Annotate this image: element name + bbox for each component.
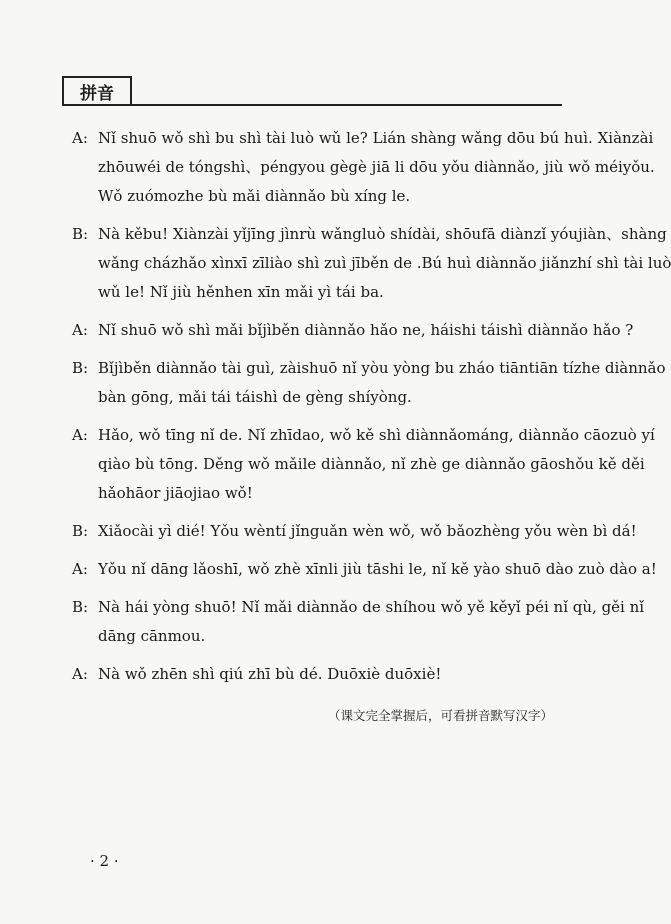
dialogue-turn xyxy=(72,354,666,412)
speaker-label: A: xyxy=(72,426,88,444)
dialogue-turn xyxy=(72,593,645,651)
turn-gap xyxy=(72,412,582,421)
speaker-label: B: xyxy=(72,225,89,243)
pinyin-text: Yǒu nǐ dāng lǎoshī, wǒ zhè xīnli jiù tāshi le, nǐ kě yào shuō dào zuò dào a! xyxy=(98,560,657,578)
pinyin-text: Nà wǒ zhēn shì qiú zhī bù dé. Duōxiè duōxiè! xyxy=(98,665,442,683)
dialogue-line xyxy=(72,479,582,508)
pinyin-text: Nǐ shuō wǒ shì mǎi bǐjìběn diànnǎo hǎo ne, háishi táishì diànnǎo hǎo ? xyxy=(98,321,634,339)
pinyin-text: bàn gōng, mǎi tái táishì de gèng shíyòng. xyxy=(98,388,412,406)
dialogue xyxy=(72,124,671,689)
pinyin-text: Nà hái yòng shuō! Nǐ mǎi diànnǎo de shíhou wǒ yě kěyǐ péi nǐ qù, gěi nǐ xyxy=(98,598,645,616)
dialogue-turn xyxy=(72,421,655,508)
speaker-label: A: xyxy=(72,665,88,683)
dialogue-line xyxy=(72,316,634,345)
dialogue-line xyxy=(72,220,667,249)
pinyin-text: Nǐ shuō wǒ shì bu shì tài luò wǔ le? Lián shàng wǎng dōu bú huì. Xiànzài xyxy=(98,129,654,147)
page-number: · 2 · xyxy=(90,852,119,870)
dialogue-line xyxy=(72,249,671,278)
dialogue-turn xyxy=(72,124,655,211)
dialogue-line xyxy=(72,450,645,479)
dialogue-line xyxy=(72,421,655,450)
turn-gap xyxy=(72,508,582,517)
pinyin-text: dāng cānmou. xyxy=(98,627,206,645)
dialogue-line xyxy=(72,383,582,412)
speaker-label: A: xyxy=(72,321,88,339)
pinyin-text: Wǒ zuómozhe bù mǎi diànnǎo bù xíng le. xyxy=(98,187,411,205)
speaker-label: B: xyxy=(72,522,89,540)
speaker-label: B: xyxy=(72,598,89,616)
turn-gap xyxy=(72,307,582,316)
dialogue-line xyxy=(72,555,657,584)
dialogue-line xyxy=(72,660,582,689)
dialogue-line xyxy=(72,182,582,211)
dialogue-line xyxy=(72,278,582,307)
pinyin-text: hǎohāor jiāojiao wǒ! xyxy=(98,484,253,502)
speaker-label: A: xyxy=(72,129,88,147)
pinyin-text: qiào bù tōng. Děng wǒ mǎile diànnǎo, nǐ zhè ge diànnǎo gāoshǒu kě děi xyxy=(98,455,645,473)
pinyin-text: Xiǎocài yì dié! Yǒu wèntí jǐnguǎn wèn wǒ, wǒ bǎozhèng yǒu wèn bì dá! xyxy=(98,522,637,540)
section-title: 拼音 xyxy=(62,76,132,106)
speaker-label: B: xyxy=(72,359,89,377)
dialogue-line xyxy=(72,354,666,383)
pinyin-text: Nà kěbu! Xiànzài yǐjīng jìnrù wǎngluò shídài, shōufā diànzǐ yóujiàn、shàng xyxy=(98,225,667,243)
footnote: （课文完全掌握后，可看拼音默写汉字） xyxy=(328,708,554,723)
pinyin-text: wǎng cházhǎo xìnxī zīliào shì zuì jīběn de .Bú huì diànnǎo jiǎnzhí shì tài luò xyxy=(98,254,671,272)
section-divider xyxy=(62,104,562,106)
dialogue-line xyxy=(72,517,637,546)
dialogue-turn xyxy=(72,220,671,307)
pinyin-text: Hǎo, wǒ tīng nǐ de. Nǐ zhīdao, wǒ kě shì diànnǎománg, diànnǎo cāozuò yí xyxy=(98,426,655,444)
dialogue-turn xyxy=(72,660,582,689)
dialogue-turn xyxy=(72,517,637,546)
dialogue-line xyxy=(72,593,645,622)
pinyin-text: wǔ le! Nǐ jiù hěnhen xīn mǎi yì tái ba. xyxy=(98,283,384,301)
pinyin-text: zhōuwéi de tóngshì、péngyou gègè jiā li dōu yǒu diànnǎo, jiù wǒ méiyǒu. xyxy=(98,158,655,176)
speaker-label: A: xyxy=(72,560,88,578)
turn-gap xyxy=(72,345,582,354)
dialogue-line xyxy=(72,153,655,182)
dialogue-turn xyxy=(72,316,634,345)
dialogue-line xyxy=(72,622,582,651)
turn-gap xyxy=(72,211,582,220)
dialogue-turn xyxy=(72,555,657,584)
turn-gap xyxy=(72,584,582,593)
pinyin-text: Bǐjìběn diànnǎo tài guì, zàishuō nǐ yòu yòng bu zháo tiāntiān tízhe diànnǎo xyxy=(98,359,666,377)
turn-gap xyxy=(72,546,582,555)
dialogue-line xyxy=(72,124,654,153)
turn-gap xyxy=(72,651,582,660)
